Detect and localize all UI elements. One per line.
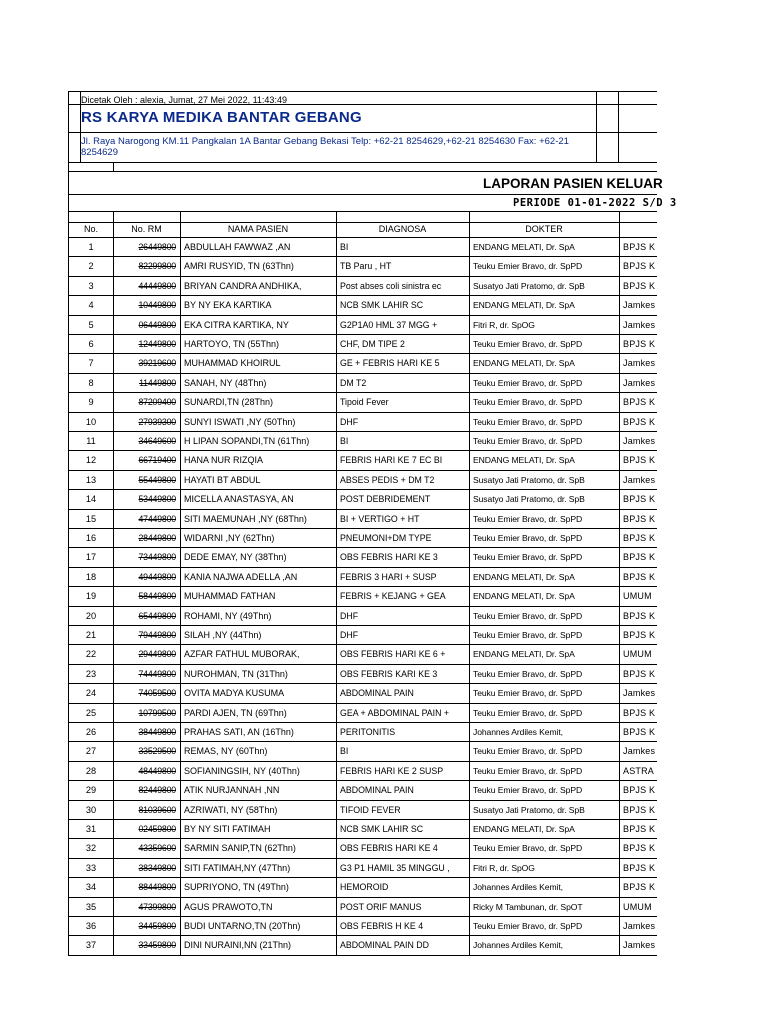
doctor-name: Susatyo Jati Pratomo, dr. SpB [473, 804, 585, 815]
patient-name: EKA CITRA KARTIKA, NY [184, 319, 289, 330]
grid-line [69, 162, 657, 163]
diagnosis: BI [340, 746, 349, 757]
medical-record-number: 10799500 [138, 707, 176, 718]
patient-name: DEDE EMAY, NY (38Thn) [184, 552, 287, 563]
patient-name: MUHAMMAD KHOIRUL [184, 358, 281, 369]
column-header-doctor: DOKTER [525, 224, 563, 234]
diagnosis: OBS FEBRIS HARI KE 6 + [340, 649, 446, 660]
table-row [69, 665, 657, 684]
patient-name: HARTOYO, TN (55Thn) [184, 339, 280, 349]
doctor-name: Teuku Emier Bravo, dr. SpPD [473, 513, 583, 524]
row-number: 18 [85, 571, 97, 582]
payer: Jamkes [623, 921, 656, 931]
grid-line [69, 132, 657, 133]
table-row [69, 723, 657, 742]
table-row [69, 277, 657, 296]
diagnosis: OBS FEBRIS KARI KE 3 [340, 668, 438, 679]
medical-record-number: 82449800 [138, 785, 176, 796]
patient-name: PARDI AJEN, TN (69Thn) [184, 707, 287, 718]
payer: Jamkes [623, 940, 656, 951]
diagnosis: DHF [340, 416, 359, 427]
patient-name: BRIYAN CANDRA ANDHIKA, [184, 280, 302, 291]
table-row [69, 839, 657, 858]
patient-name: OVITA MADYA KUSUMA [184, 688, 285, 699]
medical-record-number: 79449800 [138, 630, 176, 640]
row-number: 15 [85, 513, 97, 524]
table-row [69, 316, 657, 335]
medical-record-number: 87209400 [138, 397, 176, 408]
grid-line [336, 211, 337, 956]
row-number: 32 [85, 843, 97, 854]
payer: Jamkes [623, 319, 656, 330]
row-number: 27 [85, 746, 97, 757]
row-number: 24 [85, 688, 97, 699]
grid-line [69, 211, 657, 212]
row-number: 26 [85, 727, 97, 737]
row-number: 4 [88, 300, 94, 311]
table-row [69, 374, 657, 393]
diagnosis: GEA + ABDOMINAL PAIN + [340, 707, 450, 718]
medical-record-number: 47399800 [138, 901, 176, 912]
medical-record-number: 06449800 [138, 319, 176, 330]
payer: BPJS K [623, 862, 656, 873]
payer: UMUM [623, 901, 652, 912]
diagnosis: PERITONITIS [340, 727, 396, 737]
doctor-name: Teuku Emier Bravo, dr. SpPD [473, 339, 583, 349]
medical-record-number: 48449800 [138, 765, 176, 776]
medical-record-number: 34459800 [138, 921, 176, 931]
medical-record-number: 65449800 [138, 610, 176, 621]
patient-name: SILAH ,NY (44Thn) [184, 630, 262, 640]
table-row [69, 820, 657, 839]
medical-record-number: 29449800 [138, 649, 176, 660]
column-header-diagnosis: DIAGNOSA [378, 224, 427, 234]
patient-name: ABDULLAH FAWWAZ ,AN [184, 242, 291, 252]
row-number: 17 [85, 552, 97, 563]
table-row [69, 801, 657, 820]
grid-line [69, 171, 657, 172]
patient-name: BUDI UNTARNO,TN (20Thn) [184, 921, 301, 931]
patient-name: KANIA NAJWA ADELLA ,AN [184, 571, 298, 582]
medical-record-number: 82299800 [138, 261, 176, 272]
table-row [69, 335, 657, 354]
patient-name: PRAHAS SATI, AN (16Thn) [184, 727, 294, 737]
diagnosis: GE + FEBRIS HARI KE 5 [340, 358, 440, 369]
doctor-name: Susatyo Jati Pratomo, dr. SpB [473, 280, 585, 291]
patient-name: AGUS PRAWOTO,TN [184, 901, 273, 912]
payer: BPJS K [623, 552, 656, 563]
patient-name: H LIPAN SOPANDI,TN (61Thn) [184, 436, 310, 446]
patient-name: AZRIWATI, NY (58Thn) [184, 804, 278, 815]
doctor-name: Teuku Emier Bravo, dr. SpPD [473, 397, 583, 408]
diagnosis: OBS FEBRIS HARI KE 3 [340, 552, 438, 563]
row-number: 9 [88, 397, 94, 408]
report-title: LAPORAN PASIEN KELUAR [483, 176, 663, 191]
medical-record-number: 26449800 [138, 242, 176, 252]
patient-name: MICELLA ANASTASYA, AN [184, 494, 294, 505]
diagnosis: FEBRIS HARI KE 2 SUSP [340, 765, 444, 776]
diagnosis: OBS FEBRIS HARI KE 4 [340, 843, 438, 854]
row-number: 11 [86, 436, 96, 446]
patient-name: MUHAMMAD FATHAN [184, 591, 276, 602]
doctor-name: Teuku Emier Bravo, dr. SpPD [473, 765, 583, 776]
diagnosis: ABSES PEDIS + DM T2 [340, 474, 435, 485]
diagnosis: G3 P1 HAMIL 35 MINGGU , [340, 862, 450, 873]
doctor-name: Teuku Emier Bravo, dr. SpPD [473, 552, 583, 563]
row-number: 21 [85, 630, 97, 640]
table-row [69, 393, 657, 412]
row-number: 33 [85, 862, 97, 873]
grid-line [69, 194, 657, 195]
table-row [69, 413, 657, 432]
doctor-name: Fitri R, dr. SpOG [473, 862, 535, 873]
doctor-name: Johannes Ardiles Kemit, [473, 882, 563, 893]
grid-line [596, 92, 597, 162]
doctor-name: Fitri R, dr. SpOG [473, 319, 535, 330]
payer: Jamkes [623, 746, 656, 757]
patient-name: NUROHMAN, TN (31Thn) [184, 668, 288, 679]
diagnosis: BI [340, 242, 349, 252]
grid-line [618, 92, 619, 162]
table-row [69, 898, 657, 917]
patient-name: SUNARDI,TN (28Thn) [184, 397, 274, 408]
payer: BPJS K [623, 610, 656, 621]
column-header-name: NAMA PASIEN [227, 224, 289, 234]
medical-record-number: 12449800 [138, 339, 176, 349]
payer: UMUM [623, 591, 652, 602]
doctor-name: ENDANG MELATI, Dr. SpA [473, 824, 575, 834]
patient-name: SUNYI ISWATI ,NY (50Thn) [184, 416, 296, 427]
patient-name: DINI NURAINI,NN (21Thn) [184, 940, 292, 951]
patient-name: BY NY EKA KARTIKA [184, 300, 272, 311]
column-header-rm: No. RM [131, 224, 162, 234]
table-row [69, 684, 657, 703]
row-number: 34 [85, 882, 97, 893]
payer: BPJS K [623, 261, 656, 272]
diagnosis: NCB SMK LAHIR SC [340, 824, 424, 834]
patient-name: AMRI RUSYID, TN (63Thn) [184, 261, 294, 272]
doctor-name: Susatyo Jati Pratomo, dr. SpB [473, 494, 585, 505]
medical-record-number: 38449800 [138, 727, 176, 737]
patient-name: REMAS, NY (60Thn) [184, 746, 268, 757]
payer: BPJS K [623, 242, 656, 252]
payer: BPJS K [623, 630, 656, 640]
table-row [69, 471, 657, 490]
medical-record-number: 39219600 [138, 358, 176, 369]
row-number: 35 [85, 901, 97, 912]
diagnosis: FEBRIS 3 HARI + SUSP [340, 571, 437, 582]
medical-record-number: 02459800 [138, 824, 176, 834]
diagnosis: POST ORIF MANUS [340, 901, 422, 912]
table-row [69, 936, 657, 955]
payer: BPJS K [623, 785, 656, 796]
table-row [69, 607, 657, 626]
doctor-name: ENDANG MELATI, Dr. SpA [473, 455, 575, 466]
row-number: 8 [88, 377, 94, 388]
medical-record-number: 44449800 [138, 280, 176, 291]
medical-record-number: 74449800 [138, 668, 176, 679]
payer: Jamkes [623, 688, 656, 699]
table-row [69, 238, 657, 257]
row-number: 12 [85, 455, 97, 466]
doctor-name: ENDANG MELATI, Dr. SpA [473, 242, 575, 252]
payer: BPJS K [623, 494, 656, 505]
diagnosis: Post abses coli sinistra ec [340, 280, 442, 291]
doctor-name: Teuku Emier Bravo, dr. SpPD [473, 261, 583, 272]
row-number: 16 [85, 533, 97, 543]
row-number: 19 [85, 591, 97, 602]
row-number: 7 [88, 358, 94, 369]
table-row [69, 432, 657, 451]
doctor-name: ENDANG MELATI, Dr. SpA [473, 358, 575, 369]
diagnosis: G2P1A0 HML 37 MGG + [340, 319, 438, 330]
row-number: 6 [88, 339, 94, 349]
medical-record-number: 38349800 [138, 862, 176, 873]
table-row [69, 587, 657, 606]
table-row [69, 626, 657, 645]
medical-record-number: 27939300 [138, 416, 176, 427]
row-number: 30 [85, 804, 97, 815]
payer: BPJS K [623, 339, 656, 349]
payer: BPJS K [623, 397, 656, 408]
table-row [69, 296, 657, 315]
medical-record-number: 43359600 [138, 843, 176, 854]
row-number: 31 [85, 824, 97, 834]
row-number: 29 [85, 785, 97, 796]
table-row [69, 510, 657, 529]
medical-record-number: 88449800 [138, 882, 176, 893]
doctor-name: Johannes Ardiles Kemit, [473, 940, 563, 951]
patient-name: SITI MAEMUNAH ,NY (68Thn) [184, 513, 307, 524]
table-row [69, 704, 657, 723]
table-row [69, 645, 657, 664]
row-number: 10 [85, 416, 97, 427]
payer: BPJS K [623, 455, 656, 466]
diagnosis: NCB SMK LAHIR SC [340, 300, 424, 311]
table-row [69, 742, 657, 761]
medical-record-number: 49449800 [138, 571, 176, 582]
medical-record-number: 28449800 [138, 533, 176, 543]
table-row [69, 781, 657, 800]
payer: BPJS K [623, 882, 656, 893]
doctor-name: ENDANG MELATI, Dr. SpA [473, 300, 575, 311]
payer: BPJS K [623, 571, 656, 582]
row-number: 25 [85, 707, 97, 718]
doctor-name: ENDANG MELATI, Dr. SpA [473, 649, 575, 660]
hospital-address: Jl. Raya Narogong KM.11 Pangkalan 1A Bantar Gebang Bekasi Telp: +62-21 8254629,+62-21 8254630 Fax: +62-21 8254629 [81, 136, 569, 158]
doctor-name: Teuku Emier Bravo, dr. SpPD [473, 533, 583, 543]
table-row [69, 257, 657, 276]
doctor-name: Teuku Emier Bravo, dr. SpPD [473, 436, 583, 446]
table-row [69, 354, 657, 373]
diagnosis: PNEUMONI+DM TYPE [340, 533, 432, 543]
payer: Jamkes [623, 358, 656, 369]
payer: Jamkes [623, 300, 656, 311]
column-header-no: No. [83, 224, 98, 234]
patient-name: SITI FATIMAH,NY (47Thn) [184, 862, 291, 873]
table-row [69, 878, 657, 897]
table-row [69, 917, 657, 936]
medical-record-number: 33459800 [138, 940, 176, 951]
medical-record-number: 34649600 [138, 436, 176, 446]
row-number: 2 [88, 261, 94, 272]
doctor-name: ENDANG MELATI, Dr. SpA [473, 591, 575, 602]
report-sheet [68, 91, 677, 956]
diagnosis: FEBRIS + KEJANG + GEA [340, 591, 446, 602]
doctor-name: Johannes Ardiles Kemit, [473, 727, 563, 737]
row-number: 36 [85, 921, 97, 931]
payer: BPJS K [623, 416, 656, 427]
medical-record-number: 81039600 [138, 804, 176, 815]
patient-name: SANAH, NY (48Thn) [184, 377, 267, 388]
diagnosis: BI [340, 436, 349, 446]
report-period: PERIODE 01-01-2022 S/D 3 [513, 197, 677, 209]
row-number: 13 [85, 474, 97, 485]
row-number: 3 [88, 280, 94, 291]
patient-name: SOFIANINGSIH, NY (40Thn) [184, 765, 300, 776]
doctor-name: Teuku Emier Bravo, dr. SpPD [473, 668, 583, 679]
medical-record-number: 58449800 [138, 591, 176, 602]
payer: BPJS K [623, 843, 656, 854]
patient-name: ROHAMI, NY (49Thn) [184, 610, 272, 621]
table-row [69, 762, 657, 781]
payer: ASTRA [623, 765, 655, 776]
row-number: 20 [85, 610, 97, 621]
patient-name: ATIK NURJANNAH ,NN [184, 785, 280, 796]
row-number: 5 [88, 319, 94, 330]
doctor-name: Teuku Emier Bravo, dr. SpPD [473, 785, 583, 796]
payer: Jamkes [623, 474, 656, 485]
diagnosis: DM T2 [340, 377, 367, 388]
patient-name: AZFAR FATHUL MUBORAK, [184, 649, 300, 660]
doctor-name: Teuku Emier Bravo, dr. SpPD [473, 610, 583, 621]
grid-line [180, 211, 181, 956]
hospital-name: RS KARYA MEDIKA BANTAR GEBANG [81, 109, 362, 126]
doctor-name: Teuku Emier Bravo, dr. SpPD [473, 843, 583, 854]
table-row [69, 568, 657, 587]
doctor-name: Teuku Emier Bravo, dr. SpPD [473, 416, 583, 427]
row-number: 23 [85, 668, 97, 679]
patient-name: WIDARNI ,NY (62Thn) [184, 533, 275, 543]
doctor-name: Teuku Emier Bravo, dr. SpPD [473, 707, 583, 718]
medical-record-number: 55449800 [138, 474, 176, 485]
payer: UMUM [623, 649, 652, 660]
payer: Jamkes [623, 377, 656, 388]
table-row [69, 451, 657, 470]
patient-name: BY NY SITI FATIMAH [184, 824, 271, 834]
payer: BPJS K [623, 668, 656, 679]
diagnosis: ABDOMINAL PAIN DD [340, 940, 429, 951]
payer: BPJS K [623, 824, 656, 834]
payer: BPJS K [623, 804, 656, 815]
doctor-name: Ricky M Tambunan, dr. SpOT [473, 901, 583, 912]
diagnosis: HEMOROID [340, 882, 389, 893]
payer: BPJS K [623, 707, 656, 718]
row-number: 28 [85, 765, 97, 776]
row-number: 37 [85, 940, 97, 951]
diagnosis: POST DEBRIDEMENT [340, 494, 431, 505]
table-row [69, 490, 657, 509]
patient-name: HAYATI BT ABDUL [184, 474, 261, 485]
row-number: 14 [85, 494, 97, 505]
medical-record-number: 11449800 [139, 377, 176, 388]
diagnosis: DHF [340, 630, 359, 640]
diagnosis: TIFOID FEVER [340, 804, 401, 815]
diagnosis: BI + VERTIGO + HT [340, 513, 420, 524]
medical-record-number: 10449800 [138, 300, 176, 311]
medical-record-number: 74059500 [138, 688, 176, 699]
diagnosis: ABDOMINAL PAIN [340, 688, 414, 699]
row-number: 1 [88, 242, 94, 252]
medical-record-number: 33529500 [138, 746, 176, 757]
table-row [69, 859, 657, 878]
diagnosis: Tipoid Fever [340, 397, 389, 408]
doctor-name: ENDANG MELATI, Dr. SpA [473, 571, 575, 582]
diagnosis: CHF, DM TIPE 2 [340, 339, 405, 349]
diagnosis: FEBRIS HARI KE 7 EC BI [340, 455, 443, 466]
patient-name: SARMIN SANIP,TN (62Thn) [184, 843, 296, 854]
payer: Jamkes [623, 436, 656, 446]
doctor-name: Teuku Emier Bravo, dr. SpPD [473, 688, 583, 699]
row-number: 22 [85, 649, 97, 660]
payer: BPJS K [623, 533, 656, 543]
table-row [69, 548, 657, 567]
medical-record-number: 73449800 [138, 552, 176, 563]
medical-record-number: 47449800 [138, 513, 176, 524]
printed-by: Dicetak Oleh : alexia, Jumat, 27 Mei 2022, 11:43:49 [81, 95, 287, 105]
payer: BPJS K [623, 513, 656, 524]
diagnosis: OBS FEBRIS H KE 4 [340, 921, 424, 931]
grid-line [113, 211, 114, 956]
patient-name: SUPRIYONO, TN (49Thn) [184, 882, 289, 893]
grid-line [619, 211, 620, 956]
doctor-name: Teuku Emier Bravo, dr. SpPD [473, 630, 583, 640]
doctor-name: Teuku Emier Bravo, dr. SpPD [473, 921, 583, 931]
grid-line [113, 162, 114, 171]
table-row [69, 529, 657, 548]
doctor-name: Susatyo Jati Pratomo, dr. SpB [473, 474, 585, 485]
doctor-name: Teuku Emier Bravo, dr. SpPD [473, 746, 583, 757]
grid-line [469, 211, 470, 956]
payer: BPJS K [623, 727, 656, 737]
patient-name: HANA NUR RIZQIA [184, 455, 264, 466]
medical-record-number: 53449800 [138, 494, 176, 505]
doctor-name: Teuku Emier Bravo, dr. SpPD [473, 377, 583, 388]
diagnosis: ABDOMINAL PAIN [340, 785, 414, 796]
grid-line [69, 955, 657, 956]
diagnosis: TB Paru , HT [340, 261, 392, 272]
payer: BPJS K [623, 280, 656, 291]
diagnosis: DHF [340, 610, 359, 621]
medical-record-number: 66719400 [138, 455, 176, 466]
